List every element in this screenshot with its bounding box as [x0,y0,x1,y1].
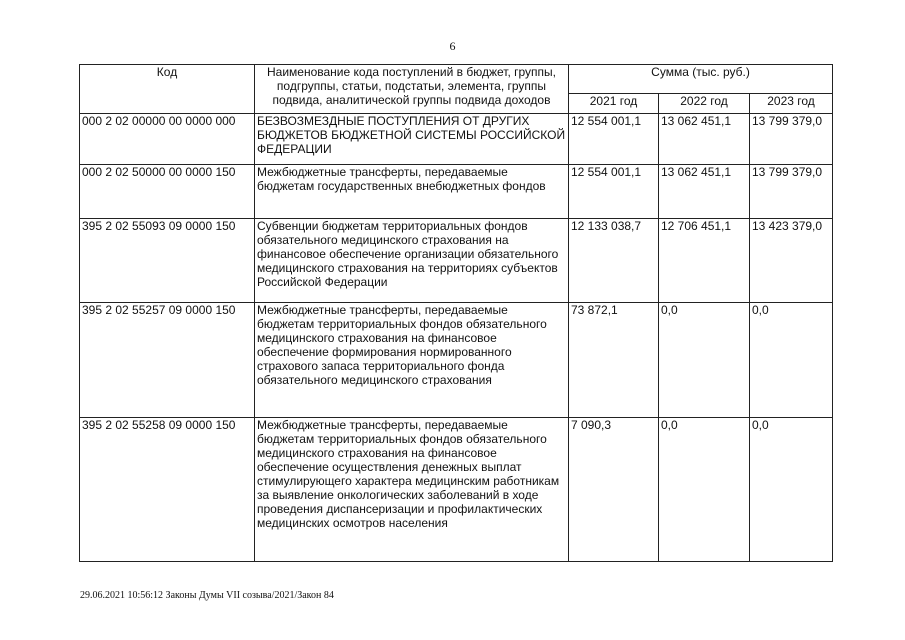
row-name: Субвенции бюджетам территориальных фондов обязательного медицинского страхования на финансовое обеспечение организации обязательного медицинского страхования на территориях субъектов Российской Федерации [255,219,569,303]
header-year-2021: 2021 год [569,94,659,114]
table-row [80,114,833,165]
page-number: 6 [449,39,456,53]
table-row [80,219,833,303]
row-code: 395 2 02 55257 09 0000 150 [80,303,255,418]
header-year-2023: 2023 год [750,94,833,114]
table-header-row [80,65,833,94]
row-value-2022: 13 062 451,1 [659,165,750,219]
table-row [80,418,833,562]
row-value-2022: 13 062 451,1 [659,114,750,165]
document-footer: 29.06.2021 10:56:12 Законы Думы VII созыва/2021/Закон 84 [80,590,334,601]
row-code: 000 2 02 00000 00 0000 000 [80,114,255,165]
row-value-2023: 13 799 379,0 [750,114,833,165]
row-value-2021: 7 090,3 [569,418,659,562]
row-value-2023: 13 799 379,0 [750,165,833,219]
table-row [80,303,833,418]
row-value-2021: 12 554 001,1 [569,114,659,165]
row-code: 000 2 02 50000 00 0000 150 [80,165,255,219]
header-year-2022: 2022 год [659,94,750,114]
row-value-2021: 73 872,1 [569,303,659,418]
row-name: Межбюджетные трансферты, передаваемые бюджетам территориальных фондов обязательного медицинского страхования на финансовое обеспечение формирования нормированного страхового запаса территориального фонда обязательного медицинского страхования [255,303,569,418]
row-value-2022: 0,0 [659,303,750,418]
row-name: БЕЗВОЗМЕЗДНЫЕ ПОСТУПЛЕНИЯ ОТ ДРУГИХ БЮДЖЕТОВ БЮДЖЕТНОЙ СИСТЕМЫ РОССИЙСКОЙ ФЕДЕРАЦИИ [255,114,569,165]
row-code: 395 2 02 55093 09 0000 150 [80,219,255,303]
row-value-2023: 0,0 [750,418,833,562]
row-value-2023: 0,0 [750,303,833,418]
row-value-2022: 12 706 451,1 [659,219,750,303]
header-code: Код [80,65,255,114]
row-code: 395 2 02 55258 09 0000 150 [80,418,255,562]
row-name: Межбюджетные трансферты, передаваемые бюджетам территориальных фондов обязательного медицинского страхования на финансовое обеспечение осуществления денежных выплат стимулирующего характера медицинским работникам за выявление онкологических заболеваний в ходе проведения диспансеризации и профилактических медицинских осмотров населения [255,418,569,562]
header-name: Наименование кода поступлений в бюджет, группы, подгруппы, статьи, подстатьи, элемента, группы подвида, аналитической группы подвида доходов [255,65,569,114]
row-value-2023: 13 423 379,0 [750,219,833,303]
row-value-2022: 0,0 [659,418,750,562]
row-name: Межбюджетные трансферты, передаваемые бюджетам государственных внебюджетных фондов [255,165,569,219]
row-value-2021: 12 554 001,1 [569,165,659,219]
header-sum: Сумма (тыс. руб.) [569,65,833,94]
row-value-2021: 12 133 038,7 [569,219,659,303]
table-row [80,165,833,219]
revenue-table [79,64,833,562]
